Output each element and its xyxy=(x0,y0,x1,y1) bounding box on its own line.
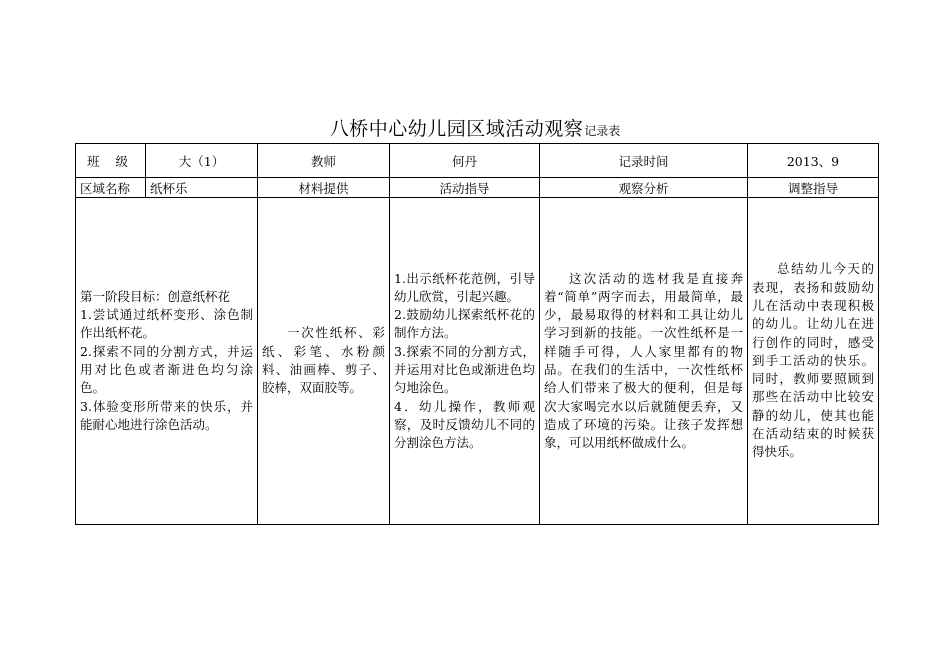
adjustment-text: 总结幼儿今天的表现，表扬和鼓励幼儿在活动中表现积极的幼儿。让幼儿在进行创作的同时，感受到手工活动的快乐。同时，教师要照顾到那些在活动中比较安静的幼儿，使其也能在活动结束的时候获得快乐。 xyxy=(752,261,874,460)
title-main: 八桥中心幼儿园区域活动观察 xyxy=(329,118,584,140)
guidance-item-2: 2.鼓励幼儿探索纸杯花的制作方法。 xyxy=(394,307,535,341)
goals-heading: 第一阶段目标：创意纸杯花 xyxy=(80,288,231,304)
content-row xyxy=(76,198,879,525)
materials-label-cell: 材料提供 xyxy=(258,178,390,198)
teacher-label-cell: 教师 xyxy=(258,144,390,178)
adjust-label-cell: 调整指导 xyxy=(748,178,879,198)
analysis-cell xyxy=(540,198,748,525)
materials-cell xyxy=(258,198,390,525)
materials-text: 一次性纸杯、彩纸、彩笔、水粉颜料、油画棒、剪子、胶棒，双面胶等。 xyxy=(262,325,385,396)
goal-item-3: 3.体验变形所带来的快乐，并能耐心地进行涂色活动。 xyxy=(80,398,253,432)
analysis-label-cell: 观察分析 xyxy=(540,178,748,198)
adjustment-cell xyxy=(748,198,879,525)
page-title xyxy=(0,114,950,141)
class-value-cell: 大（1） xyxy=(146,144,258,178)
area-row xyxy=(76,178,879,198)
guidance-label-cell: 活动指导 xyxy=(390,178,540,198)
guidance-item-4: 4．幼儿操作，教师观察，及时反馈幼儿不同的分割涂色方法。 xyxy=(394,398,535,451)
title-suffix: 记录表 xyxy=(584,124,621,138)
class-label-cell: 班 级 xyxy=(76,144,146,178)
guidance-item-1: 1.出示纸杯花范例，引导幼儿欣赏，引起兴趣。 xyxy=(394,270,535,304)
analysis-text: 这次活动的选材我是直接奔着“简单”两字而去，用最简单，最少，最易取得的材料和工具让幼儿学习到新的技能。一次性纸杯是一样随手可得，人人家里都有的物品。在我们的生活中，一次性纸杯给人们带来了极大的便利，但是每次大家喝完水以后就随便丢弃，又造成了环境的污染。让孩子发挥想象，可以用纸杯做成什么。 xyxy=(544,270,743,451)
goals-cell xyxy=(76,198,258,525)
record-time-value-cell: 2013、9 xyxy=(748,144,879,178)
area-label-cell: 区域名称 xyxy=(76,178,146,198)
teacher-value-cell: 何丹 xyxy=(390,144,540,178)
header-row xyxy=(76,144,879,178)
area-value-cell: 纸杯乐 xyxy=(146,178,258,198)
guidance-item-3: 3.探索不同的分割方式，并运用对比色或渐进色均匀地涂色。 xyxy=(394,343,535,396)
record-time-label-cell: 记录时间 xyxy=(540,144,748,178)
guidance-cell xyxy=(390,198,540,525)
goal-item-2: 2.探索不同的分割方式，并运用对比色或者渐进色均匀涂色。 xyxy=(80,343,253,396)
goal-item-1: 1.尝试通过纸杯变形、涂色制作出纸杯花。 xyxy=(80,307,253,341)
observation-record-table xyxy=(75,143,879,525)
